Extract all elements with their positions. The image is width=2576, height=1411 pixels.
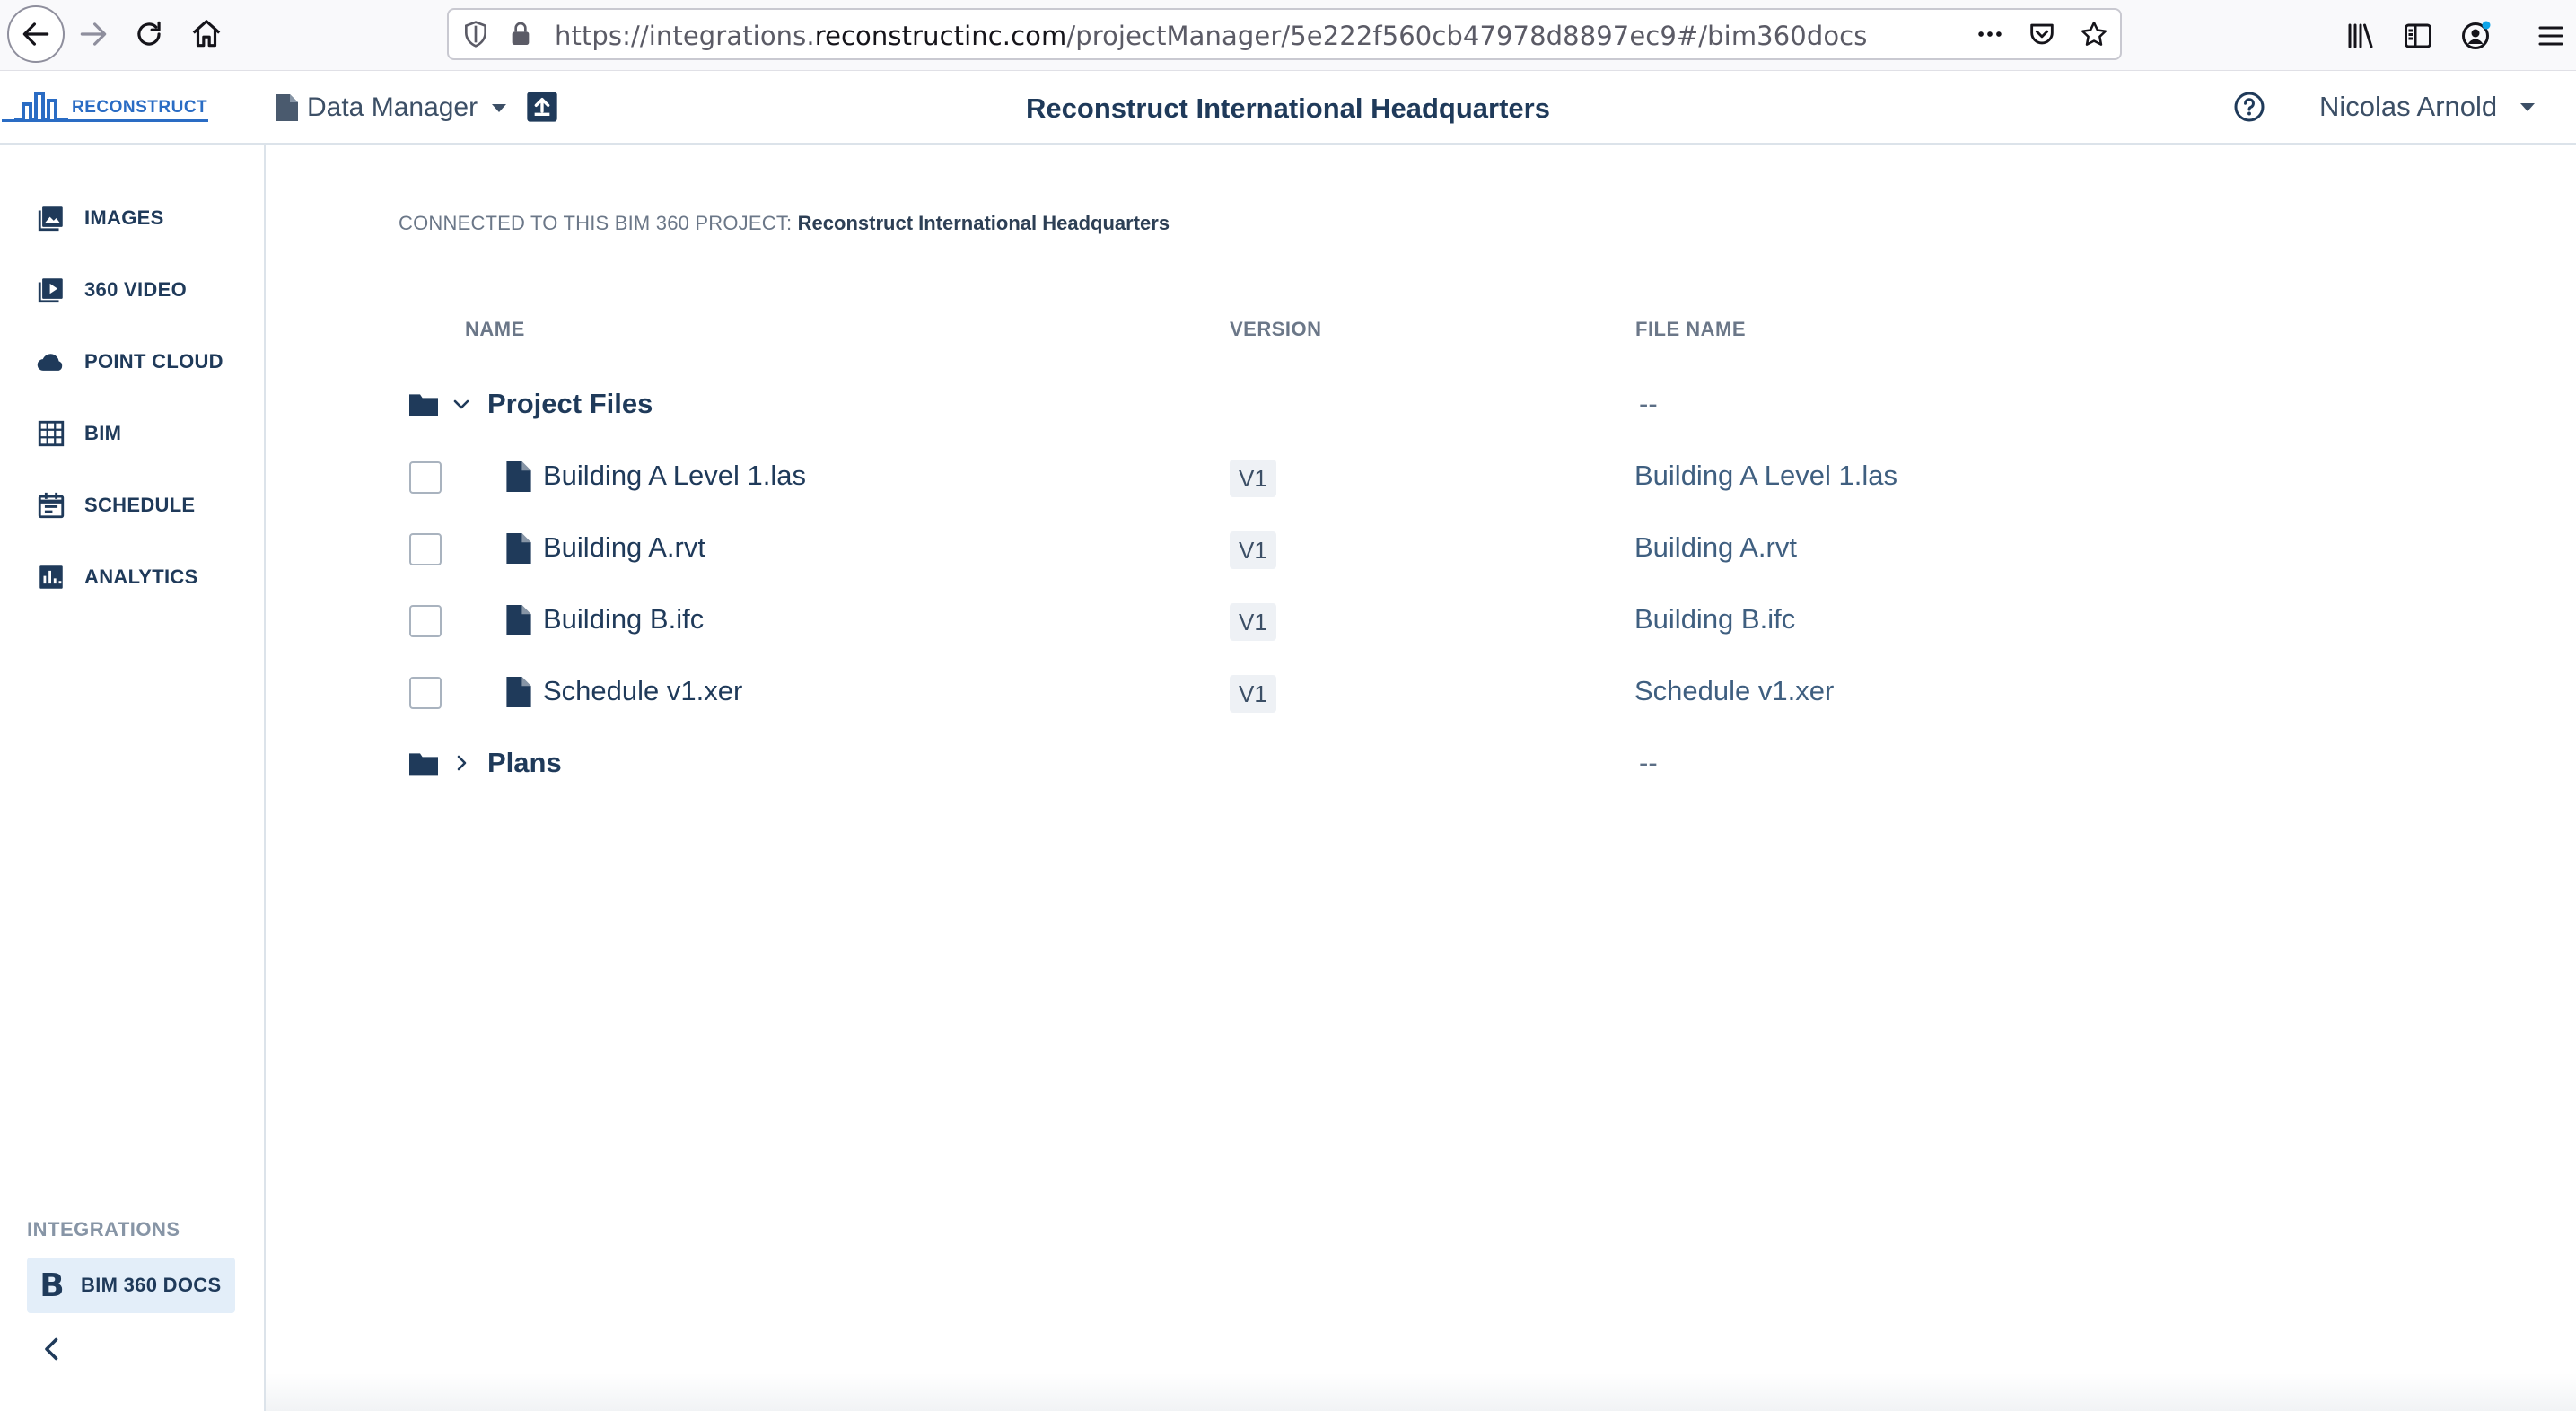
file-name[interactable]: Building B.ifc	[543, 603, 705, 635]
file-name-value: Building B.ifc	[1634, 603, 1796, 635]
file-checkbox[interactable]	[409, 461, 442, 494]
image-icon	[36, 203, 66, 233]
sidebar-item-label: BIM	[84, 422, 122, 444]
file-icon	[506, 677, 531, 707]
connected-project-name: Reconstruct International Headquarters	[797, 212, 1170, 234]
chevron-right-icon[interactable]	[451, 752, 472, 774]
user-name: Nicolas Arnold	[2319, 91, 2498, 122]
video-icon	[36, 275, 66, 305]
folder-row[interactable]	[395, 731, 2459, 795]
upload-icon[interactable]	[524, 89, 560, 125]
user-menu[interactable]	[2319, 91, 2535, 123]
sidebar-icon	[2402, 20, 2434, 52]
file-checkbox[interactable]	[409, 533, 442, 565]
reload-button[interactable]	[120, 5, 178, 63]
folder-name[interactable]: Plans	[487, 747, 562, 778]
chevron-down-icon[interactable]	[451, 393, 472, 415]
file-row[interactable]	[395, 587, 2459, 652]
folder-icon	[409, 391, 438, 416]
chevron-left-icon[interactable]	[36, 1333, 68, 1365]
library-button[interactable]	[2341, 16, 2380, 56]
sidebar	[0, 145, 266, 1411]
sidebar-item-label: 360 VIDEO	[84, 278, 187, 301]
folder-row[interactable]	[395, 372, 2459, 436]
version-badge: V1	[1230, 675, 1276, 713]
file-row[interactable]	[395, 443, 2459, 508]
file-name[interactable]: Schedule v1.xer	[543, 675, 743, 706]
file-name[interactable]: Building A.rvt	[543, 531, 705, 563]
integrations-heading: INTEGRATIONS	[27, 1218, 180, 1240]
connected-label: CONNECTED TO THIS BIM 360 PROJECT:	[399, 212, 793, 234]
home-button[interactable]	[178, 5, 235, 63]
data-manager-label: Data Manager	[307, 92, 478, 122]
connected-project-info	[399, 212, 1170, 235]
file-name-value: Building A Level 1.las	[1634, 460, 1897, 491]
file-name[interactable]: Building A Level 1.las	[543, 460, 806, 491]
sidebar-item-analytics[interactable]	[36, 557, 198, 597]
calendar-icon	[36, 490, 66, 521]
data-manager-menu[interactable]	[276, 89, 506, 127]
file-icon	[506, 605, 531, 635]
sidebar-item-bim360-docs[interactable]	[27, 1258, 235, 1313]
caret-down-icon	[2520, 103, 2535, 111]
file-icon	[506, 461, 531, 492]
sidebar-item-schedule[interactable]	[36, 486, 195, 525]
column-header-file-name[interactable]: FILE NAME	[1635, 318, 1747, 340]
logo-text: RECONSTRUCT	[72, 98, 208, 117]
cloud-icon	[36, 346, 66, 377]
shield-icon[interactable]	[461, 20, 490, 48]
sidebar-item-360-video[interactable]	[36, 270, 187, 310]
more-icon[interactable]	[1975, 19, 2005, 49]
folder-name[interactable]: Project Files	[487, 388, 653, 419]
star-icon[interactable]	[2079, 19, 2109, 49]
sidebar-item-bim[interactable]	[36, 414, 121, 453]
url-bar[interactable]	[447, 8, 2122, 60]
file-row[interactable]	[395, 659, 2459, 723]
file-checkbox[interactable]	[409, 605, 442, 637]
sidebar-item-label: SCHEDULE	[84, 494, 196, 516]
reconstruct-logo[interactable]	[13, 85, 207, 130]
app-header	[0, 71, 2576, 145]
column-header-name[interactable]: NAME	[465, 318, 525, 340]
sidebar-item-label: IMAGES	[84, 206, 164, 229]
chart-icon	[36, 562, 66, 592]
forward-button[interactable]	[65, 5, 122, 63]
home-icon	[189, 17, 223, 51]
account-button[interactable]	[2456, 16, 2495, 56]
document-icon	[276, 94, 298, 121]
building-icon	[36, 418, 66, 449]
library-icon	[2344, 20, 2377, 52]
project-title: Reconstruct International Headquarters	[1026, 92, 1550, 124]
help-icon[interactable]	[2233, 91, 2265, 123]
bim360-logo-icon: B	[39, 1266, 65, 1304]
arrow-left-icon	[19, 17, 53, 51]
sidebar-item-label: BIM 360 DOCS	[81, 1274, 222, 1296]
hamburger-icon	[2535, 20, 2567, 52]
folder-file-name: --	[1639, 388, 1658, 419]
caret-down-icon	[492, 104, 506, 112]
folder-file-name: --	[1639, 747, 1658, 778]
account-icon	[2459, 20, 2492, 52]
file-icon	[506, 533, 531, 564]
file-name-value: Building A.rvt	[1634, 531, 1797, 563]
version-badge: V1	[1230, 603, 1276, 641]
logo-underline	[2, 119, 208, 122]
sidebar-item-images[interactable]	[36, 198, 164, 238]
arrow-right-icon	[76, 17, 110, 51]
url-text[interactable]: https://integrations.reconstructinc.com/projectManager/5e222f560cb47978d8897ec9#/bim360docs	[555, 21, 1868, 51]
sidebar-toggle-button[interactable]	[2398, 16, 2438, 56]
pocket-icon[interactable]	[2027, 19, 2057, 49]
lock-icon[interactable]	[506, 20, 535, 48]
version-badge: V1	[1230, 460, 1276, 497]
sidebar-item-label: POINT CLOUD	[84, 350, 223, 372]
column-header-version[interactable]: VERSION	[1230, 318, 1322, 340]
sidebar-item-label: ANALYTICS	[84, 565, 198, 588]
folder-icon	[409, 750, 438, 776]
reload-icon	[132, 17, 166, 51]
browser-toolbar	[0, 0, 2576, 71]
file-row[interactable]	[395, 515, 2459, 580]
file-checkbox[interactable]	[409, 677, 442, 709]
file-name-value: Schedule v1.xer	[1634, 675, 1835, 706]
app-menu-button[interactable]	[2531, 16, 2571, 56]
bottom-fade	[266, 1373, 2576, 1411]
version-badge: V1	[1230, 531, 1276, 569]
sidebar-item-point-cloud[interactable]	[36, 342, 223, 381]
back-button[interactable]	[7, 5, 65, 63]
